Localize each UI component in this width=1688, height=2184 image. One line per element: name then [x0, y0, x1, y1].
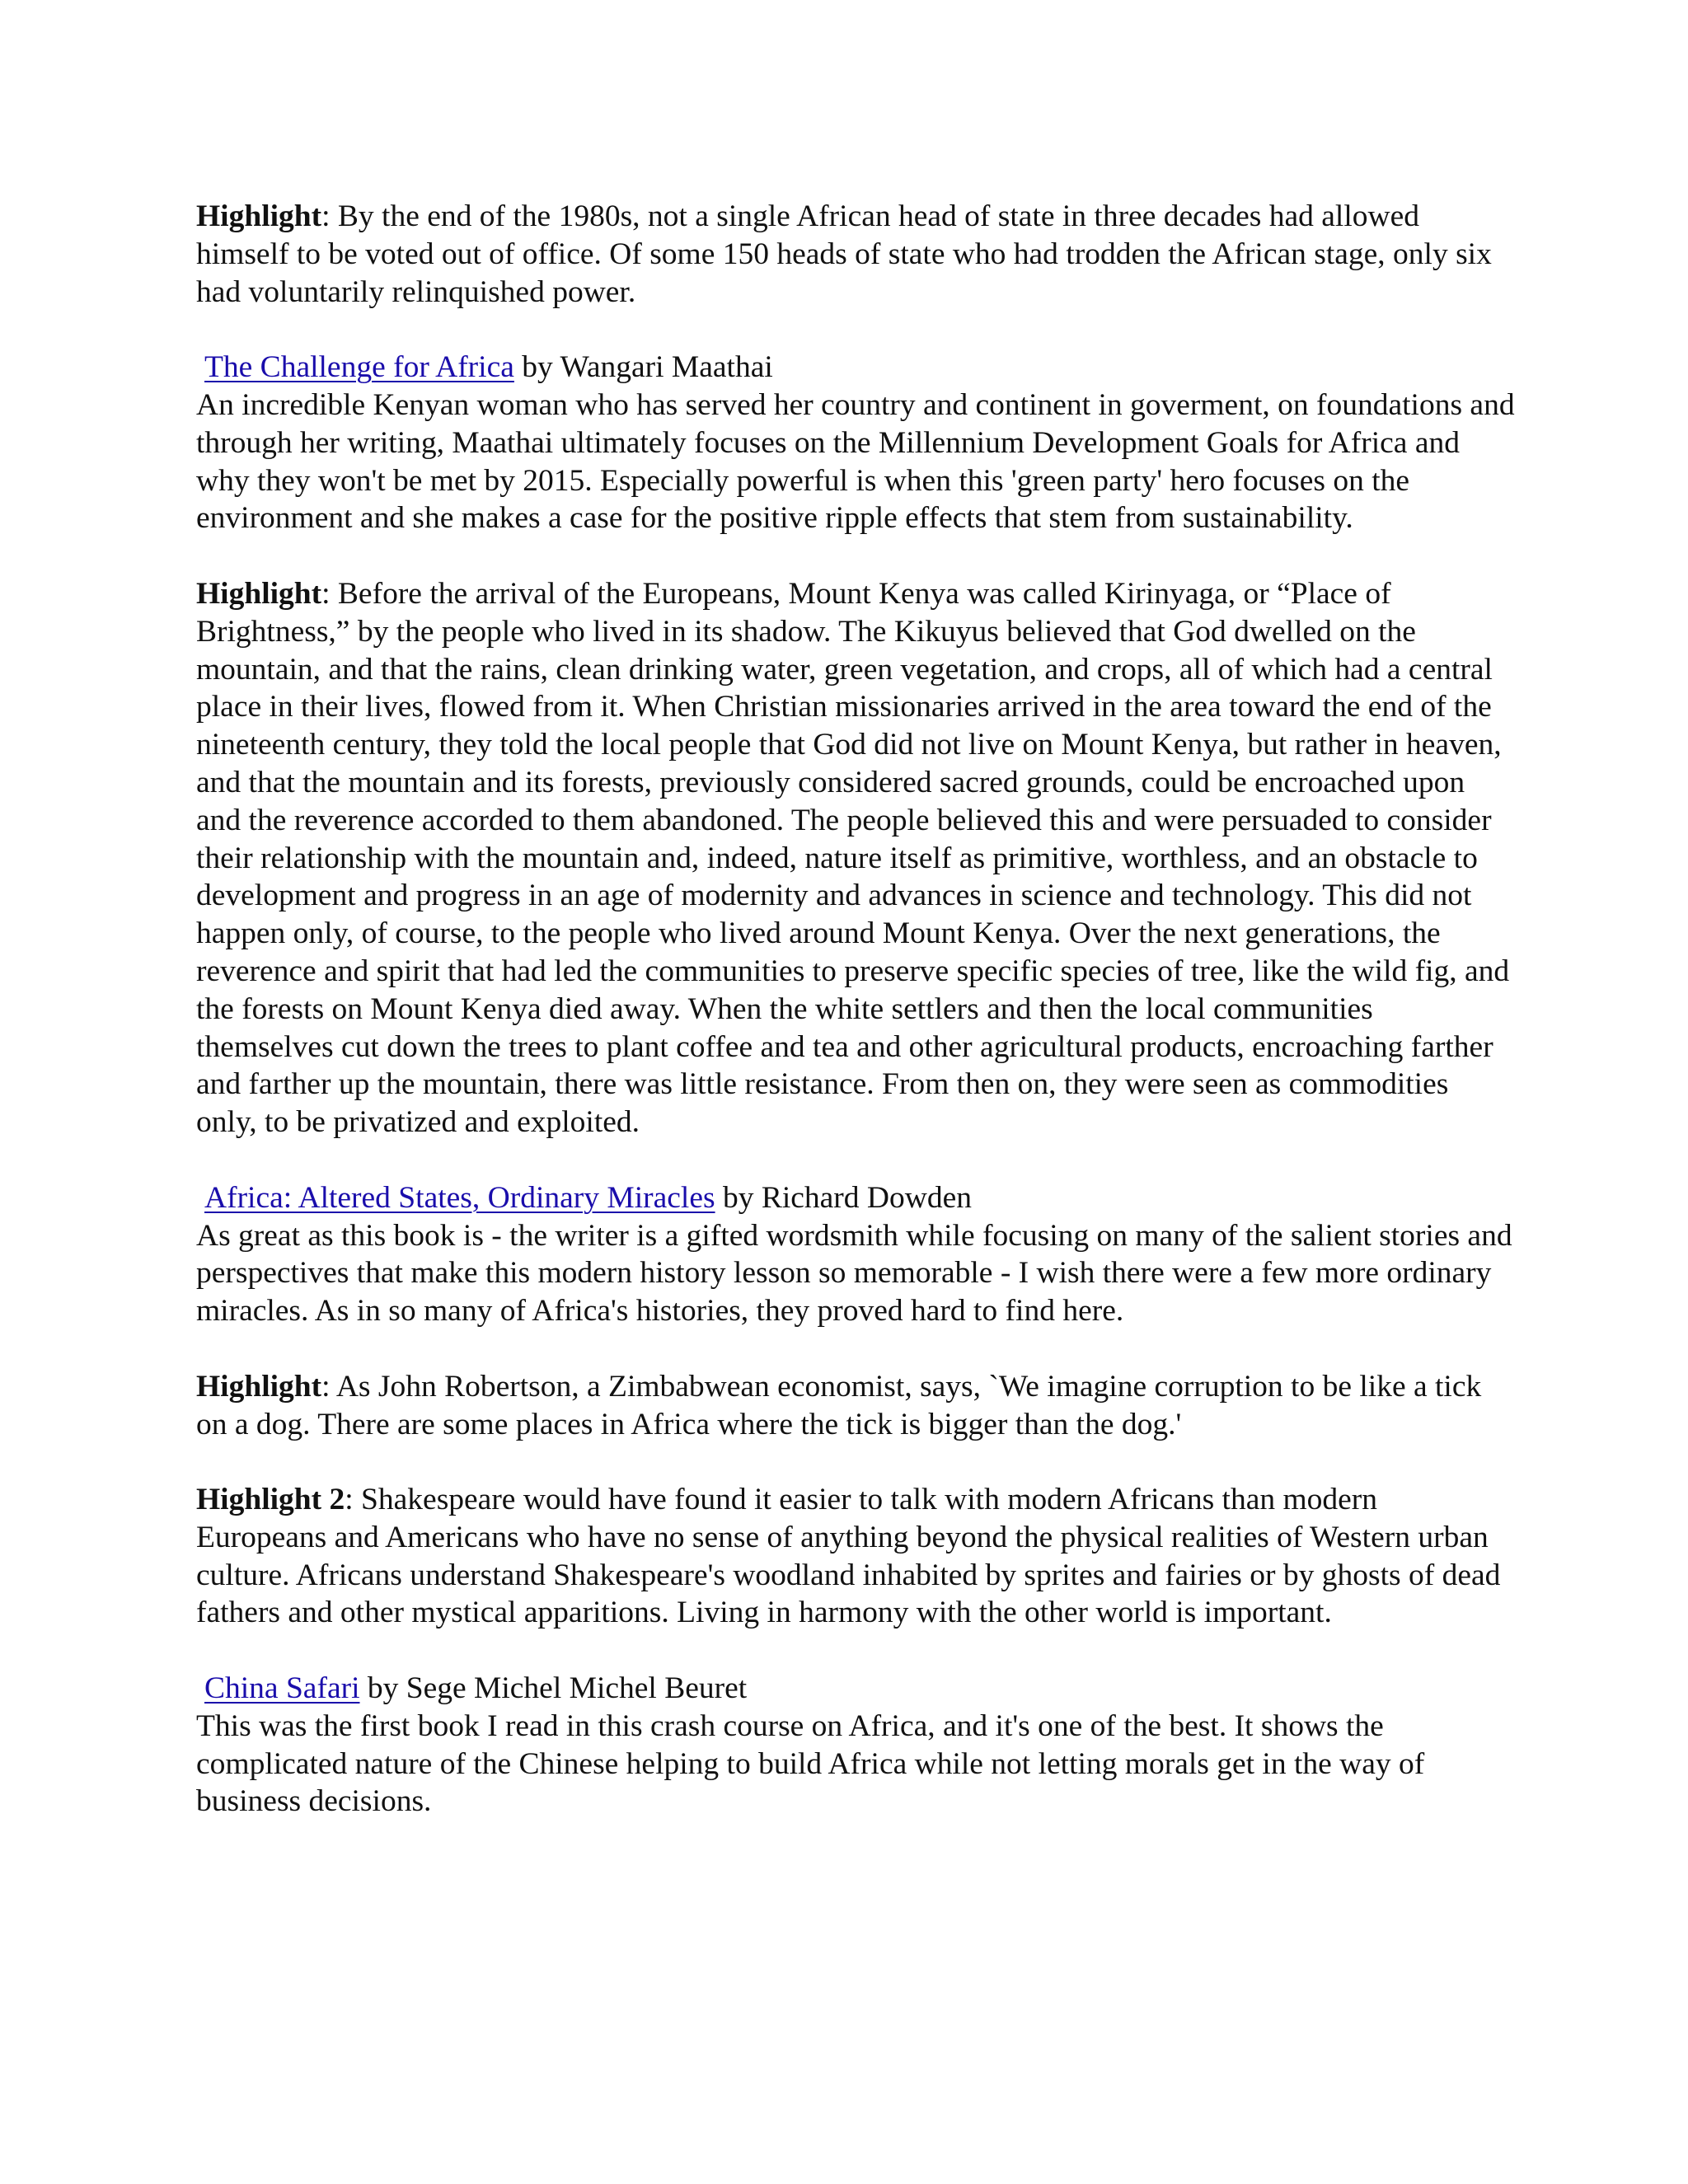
book-review: An incredible Kenyan woman who has served her country and continent in goverment, on foundations and through her writing, Maathai ultimately focuses on the Millennium Development Goals for Africa and why they won't be met by 2015. Especially powerful is when this 'green party' hero focuses on the environment and she makes a case for the positive ripple effects that stem from sustainability.	[196, 387, 1515, 536]
book-entry	[196, 1670, 1515, 1821]
book-byline: by Sege Michel Michel Beuret	[359, 1671, 748, 1706]
book-byline: by Richard Dowden	[715, 1180, 972, 1215]
highlight-label: Highlight	[196, 576, 322, 611]
book-title-link[interactable]: The Challenge for Africa	[204, 350, 514, 385]
highlight-label: Highlight 2	[196, 1483, 345, 1517]
highlight-label: Highlight	[196, 1369, 322, 1404]
highlight-text: : Shakespeare would have found it easier to talk with modern Africans than modern Europeans and Americans who have no sense of anything beyond the physical realities of Western urban culture. Africans understand Shakespeare's woodland inhabited by sprites and fairies or by ghosts of dead fathers and other mystical apparitions. Living in harmony with the other world is important.	[196, 1483, 1501, 1630]
book-review: This was the first book I read in this crash course on Africa, and it's one of the best. It shows the complicated nature of the Chinese helping to build Africa while not letting morals get in the way of business decisions.	[196, 1708, 1425, 1819]
book-title-link[interactable]: Africa: Altered States, Ordinary Miracles	[204, 1180, 715, 1215]
highlight-text: : By the end of the 1980s, not a single African head of state in three decades had allowed himself to be voted out of office. Of some 150 heads of state who had trodden the African stage, only six had voluntarily relinquished power.	[196, 199, 1492, 309]
highlight-paragraph	[196, 1368, 1515, 1444]
highlight-paragraph	[196, 575, 1515, 1141]
book-heading	[196, 349, 1515, 387]
book-heading	[196, 1670, 1515, 1708]
highlight-label: Highlight	[196, 199, 322, 233]
highlight-paragraph	[196, 198, 1515, 311]
book-review: As great as this book is - the writer is a gifted wordsmith while focusing on many of the salient stories and perspectives that make this modern history lesson so memorable - I wish there were a few more ordinary miracles. As in so many of Africa's histories, they proved hard to find here.	[196, 1218, 1512, 1329]
book-heading	[196, 1179, 1515, 1217]
highlight-paragraph	[196, 1481, 1515, 1632]
book-entry	[196, 1179, 1515, 1330]
book-entry	[196, 349, 1515, 537]
document-page	[196, 198, 1515, 1858]
highlight-text: : Before the arrival of the Europeans, Mount Kenya was called Kirinyaga, or “Place of Brightness,” by the people who lived in its shadow. The Kikuyus believed that God dwelled on the mountain, and that the rains, clean drinking water, green vegetation, and crops, all of which had a central place in their lives, flowed from it. When Christian missionaries arrived in the area toward the end of the nineteenth century, they told the local people that God did not live on Mount Kenya, but rather in heaven, and that the mountain and its forests, previously considered sacred grounds, could be encroached upon and the reverence accorded to them abandoned. The people believed this and were persuaded to consider their relationship with the mountain and, indeed, nature itself as primitive, worthless, and an obstacle to development and progress in an age of modernity and advances in science and technology. This did not happen only, of course, to the people who lived around Mount Kenya. Over the next generations, the reverence and spirit that had led the communities to preserve specific species of tree, like the wild fig, and the forests on Mount Kenya died away. When the white settlers and then the local communities themselves cut down the trees to plant coffee and tea and other agricultural products, encroaching farther and farther up the mountain, there was little resistance. From then on, they were seen as commodities only, to be privatized and exploited.	[196, 576, 1510, 1140]
book-title-link[interactable]: China Safari	[204, 1671, 360, 1706]
book-byline: by Wangari Maathai	[513, 350, 773, 385]
highlight-text: : As John Robertson, a Zimbabwean economist, says, `We imagine corruption to be like a tick on a dog. There are some places in Africa where the tick is bigger than the dog.'	[196, 1369, 1482, 1441]
